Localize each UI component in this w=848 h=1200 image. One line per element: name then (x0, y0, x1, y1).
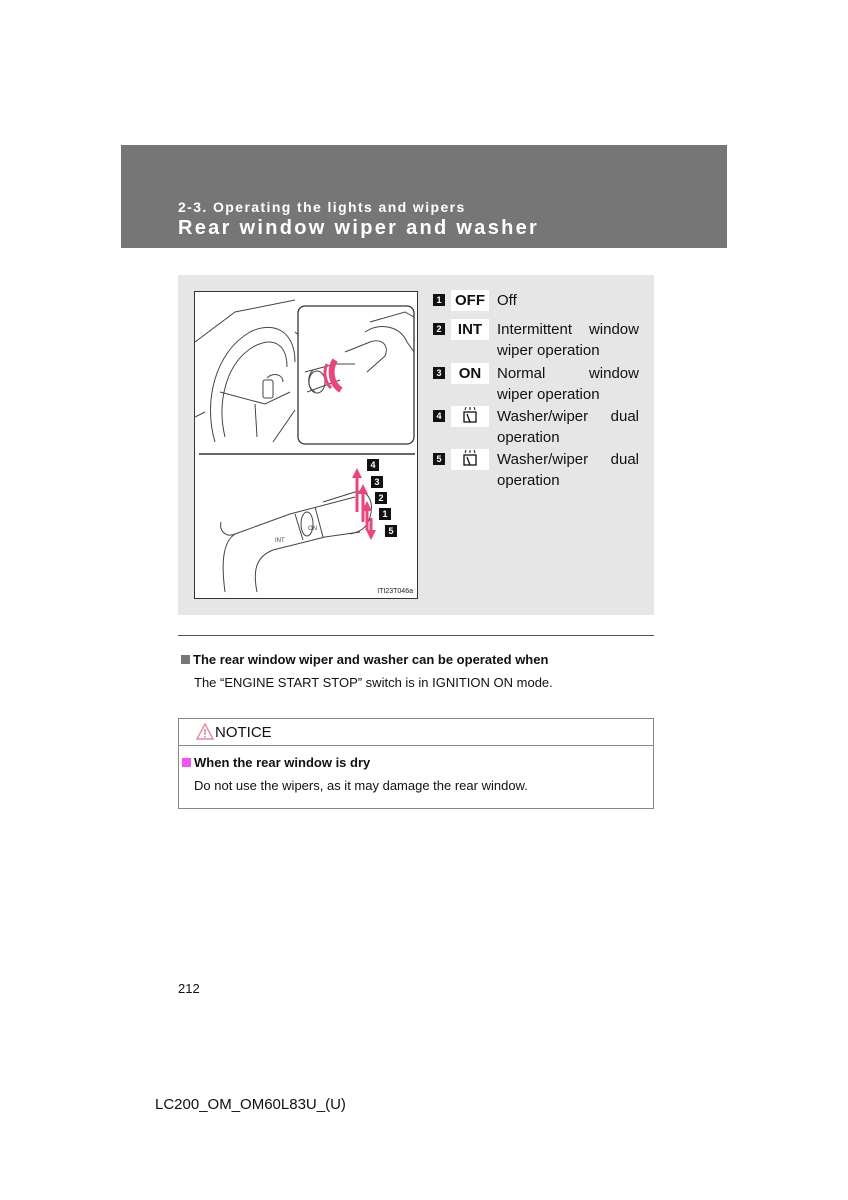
legend-row-off (433, 290, 639, 319)
legend-description: Washer/wiper dual operation (497, 451, 639, 489)
legend-description: Off (497, 292, 517, 309)
rear-washer-icon (451, 449, 489, 470)
notice-title: NOTICE (215, 724, 272, 741)
on-mode-label: ON (451, 363, 489, 384)
number-badge: 4 (433, 410, 445, 422)
document-code: LC200_OM_OM60L83U_(U) (155, 1096, 346, 1113)
arrow-label-1-text: 1 (382, 509, 388, 519)
page-number: 212 (178, 981, 200, 996)
wiper-switch-illustration (194, 291, 418, 599)
page-title: Rear window wiper and washer (178, 217, 540, 239)
legend-description: Normal window wiper operation (497, 365, 639, 403)
wiper-lever-drawing (195, 292, 419, 600)
number-badge: 3 (433, 367, 445, 379)
figure-code: ITI23T046a (377, 588, 413, 595)
notice-heading (182, 755, 370, 770)
notice-box (178, 718, 654, 809)
svg-text:INT: INT (275, 538, 285, 544)
legend-row-washer-down (433, 449, 639, 492)
mode-legend (433, 290, 639, 492)
notice-title-row (179, 719, 653, 746)
rear-washer-icon (451, 406, 489, 427)
arrow-label-4-text: 4 (370, 460, 376, 470)
legend-row-washer-up (433, 406, 639, 449)
illustration-panel (178, 275, 654, 615)
warning-triangle-icon (196, 723, 214, 745)
arrow-label-3-text: 3 (374, 477, 380, 487)
arrow-label-2-text: 2 (378, 493, 384, 503)
number-badge: 1 (433, 294, 445, 306)
square-bullet-icon (182, 758, 191, 767)
legend-row-int (433, 319, 639, 363)
int-mode-label: INT (451, 319, 489, 340)
arrow-label-5-text: 5 (388, 526, 394, 536)
legend-description: Intermittent window wiper operation (497, 321, 639, 359)
condition-body: The “ENGINE START STOP” switch is in IGNITION ON mode. (194, 675, 553, 690)
section-label: 2-3. Operating the lights and wipers (178, 199, 466, 215)
square-bullet-icon (181, 655, 190, 664)
off-mode-label: OFF (451, 290, 489, 311)
svg-text:ON: ON (308, 526, 317, 532)
legend-description: Washer/wiper dual operation (497, 408, 639, 446)
legend-row-on (433, 363, 639, 406)
condition-heading (181, 652, 548, 667)
notice-body: Do not use the wipers, as it may damage the rear window. (194, 778, 528, 793)
condition-heading-text: The rear window wiper and washer can be operated when (193, 652, 549, 667)
section-divider (178, 635, 654, 636)
number-badge: 2 (433, 323, 445, 335)
section-header (121, 145, 727, 248)
number-badge: 5 (433, 453, 445, 465)
notice-heading-text: When the rear window is dry (194, 755, 371, 770)
